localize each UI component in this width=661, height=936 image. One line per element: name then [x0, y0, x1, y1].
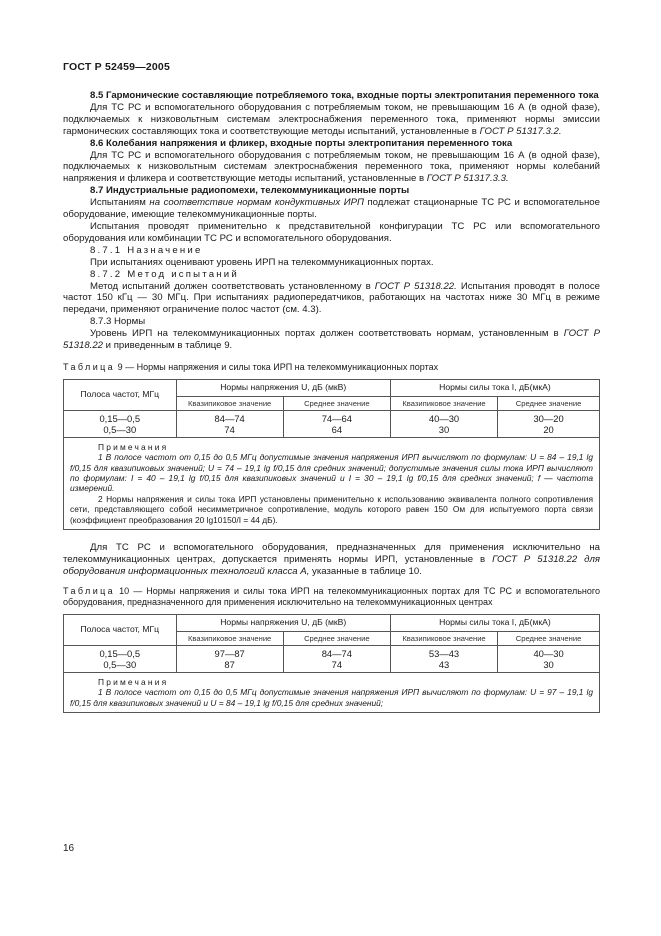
table-9-caption: [63, 362, 600, 373]
t10-col-freq: Полоса частот, МГц: [64, 614, 177, 645]
s87-p1-end: подлежат стационарные ТС РС и вспомогательное оборудование, имеющие телекоммуникационные порты.: [63, 197, 600, 221]
t9-notes-heading: Примечания: [98, 441, 169, 452]
t9-note-1: 1 В полосе частот от 0,15 до 0,5 МГц допустимые значения напряжения ИРП вычисляют по формулам: U = 84 – 19,1 lg f/0,15 для квазипиковых значений; U = 74 – 19,1 lg f/0,15 для средних значений; допустимые значения силы тока ИРП вычисляют по формулам: I = 40 – 19,1 lg f/0,15 для квазипиковых значений и I = 30 – 19,1 lg f/0,15 для средних значений; f — частота измерений.: [70, 452, 593, 494]
s87-p1-start: Испытаниям: [90, 197, 150, 209]
section-8-7-para1: [63, 197, 600, 221]
t10-note-1: 1 В полосе частот от 0,15 до 0,5 МГц допустимые значения напряжения ИРП вычисляют по формулам: U = 97 – 19,1 lg f/0,15 для квазипиковых значений и U = 84 – 19,1 lg f/0,15 для средних значений;: [70, 687, 593, 708]
subsection-8-7-1-text: При испытаниях оценивают уровень ИРП на телекоммуникационных портах.: [90, 256, 434, 268]
section-8-5-ref: ГОСТ Р 51317.3.2.: [479, 125, 562, 137]
spacer: [63, 530, 600, 542]
t10-col-current: Нормы силы тока I, дБ(мкА): [390, 614, 599, 631]
t10-sub-i-qp: Квазипиковое значение: [390, 631, 497, 645]
t9-r1-freq: 0,15—0,5: [99, 412, 141, 424]
t9-sub-u-avg: Среднее значение: [283, 396, 390, 410]
t9-r1-i-qp: 40—30: [428, 412, 460, 424]
t9-r2-freq: 0,5—30: [103, 423, 137, 435]
section-8-6-text: [63, 150, 600, 186]
table-10: [63, 614, 600, 713]
s872-end: Испытания проводят в полосе частот 150 кГц — 30 МГц. При испытаниях радиопередатчиков, работающих на частотах ниже 30 МГц в режиме передачи, применяют ограничение полос частот (см. 4.3).: [63, 280, 600, 316]
t10-r2-i-avg: 30: [543, 658, 554, 670]
t9-col-voltage: Нормы напряжения U, дБ (мкВ): [176, 379, 390, 396]
mid-ref: ГОСТ Р 51318.22 для оборудования информационных технологий класса А,: [63, 554, 601, 577]
section-8-6-ref: ГОСТ Р 51317.3.3.: [426, 173, 509, 185]
t9-r2-u-avg: 64: [331, 423, 343, 435]
section-8-6-title: 8.6 Колебания напряжения и фликер, входные порты электропитания переменного тока: [90, 137, 513, 149]
table-9-label: Таблица: [63, 361, 116, 372]
t9-r1-i-avg: 30—20: [533, 412, 564, 424]
s873-start: Уровень ИРП на телекоммуникационных портах должен соответствовать нормам, установленным в: [90, 328, 564, 340]
subsection-8-7-3-text: [63, 328, 600, 352]
t10-sub-u-avg: Среднее значение: [283, 631, 390, 645]
t9-r2-u-qp: 74: [224, 423, 235, 435]
subsection-8-7-3-heading: 8.7.3 Нормы: [90, 316, 146, 328]
t9-note-2: 2 Нормы напряжения и силы тока ИРП установлены применительно к использованию эквивалента полного сопротивления сети, представляющего собой несимметричное сопротивление, модуль которого равен 150 Ом для испытуемого порта связи (коэффициент преобразования 20 lg10150/I = 44 дБ).: [70, 493, 593, 525]
t10-r1-i-avg: 40—30: [533, 647, 564, 659]
section-8-5-title: 8.5 Гармонические составляющие потребляемого тока, входные порты электропитания переменного тока: [90, 90, 599, 101]
subsection-8-7-2-heading: 8.7.2 Метод испытаний: [90, 268, 239, 280]
t9-r1-u-avg: 74—64: [321, 412, 352, 424]
t10-col-voltage: Нормы напряжения U, дБ (мкВ): [176, 614, 390, 631]
document-body: [63, 90, 600, 713]
s872-start: Метод испытаний должен соответствовать установленному в: [90, 280, 375, 292]
table-9-notes: [64, 437, 600, 529]
s873-ref: ГОСТ Р 51318.22: [63, 328, 600, 352]
t9-r2-i-avg: 20: [543, 423, 554, 435]
t9-sub-i-qp: Квазипиковое значение: [390, 396, 497, 410]
t9-freq-cell: [64, 410, 177, 437]
t10-r1-u-qp: 97—87: [214, 647, 245, 659]
table-row: [64, 645, 600, 672]
table-10-caption: [63, 586, 600, 608]
section-8-5-text: [63, 102, 600, 138]
t9-u-qp-cell: [176, 410, 283, 437]
t10-r2-u-avg: 74: [331, 658, 343, 670]
t9-sub-i-avg: Среднее значение: [498, 396, 600, 410]
t10-r2-i-qp: 43: [438, 658, 450, 670]
t10-r1-freq: 0,15—0,5: [99, 647, 141, 659]
t9-i-qp-cell: [390, 410, 497, 437]
t10-u-qp-cell: [176, 645, 283, 672]
s87-p1-italic: на соответствие нормам кондуктивных ИРП: [149, 197, 364, 209]
table-9: [63, 379, 600, 530]
table-9-caption-text: 9 — Нормы напряжения и силы тока ИРП на телекоммуникационных портах: [115, 361, 439, 372]
section-8-7-para2: Испытания проводят применительно к представительной конфигурации ТС РС или вспомогательного оборудования или комбинации ТС РС и вспомогательного оборудования.: [63, 220, 600, 244]
t10-r2-freq: 0,5—30: [103, 658, 137, 670]
t9-col-current: Нормы силы тока I, дБ(мкА): [390, 379, 599, 396]
t10-r1-u-avg: 84—74: [321, 647, 352, 659]
table-10-intro: [63, 542, 600, 578]
mid-end: указанные в таблице 10.: [309, 565, 422, 577]
t9-r1-u-qp: 84—74: [214, 412, 245, 424]
section-8-5-body: Для ТС РС и вспомогательного оборудования с потребляемым током, не превышающим 16 А (в одной фазе), подключаемых к низковольтным системам электроснабжения переменного тока, применяют нормы эмиссии гармонических составляющих тока и соответствующие методы испытаний, установленные в: [63, 101, 600, 137]
spacer: [63, 578, 600, 586]
table-10-caption-text: 10 — Нормы напряжения и силы тока ИРП на телекоммуникационных портах для ТС РС и вспомогательного оборудования, предназначенного для применения исключительно на телекоммуникационных центрах: [63, 585, 600, 607]
t9-r2-i-qp: 30: [438, 423, 450, 435]
t10-u-avg-cell: [283, 645, 390, 672]
document-header: ГОСТ Р 52459—2005: [63, 61, 171, 73]
t10-freq-cell: [64, 645, 177, 672]
t10-sub-i-avg: Среднее значение: [498, 631, 600, 645]
subsection-8-7-2-text: [63, 281, 600, 317]
t9-i-avg-cell: [498, 410, 600, 437]
section-8-7-title: 8.7 Индустриальные радиопомехи, телекоммуникационные порты: [90, 185, 410, 197]
mid-start: Для ТС РС и вспомогательного оборудования, предназначенных для применения исключительно на телекоммуникационных центрах, допускается применять нормы ИРП, установленные в: [63, 542, 600, 565]
t10-notes-heading: Примечания: [98, 676, 169, 687]
table-10-label: Таблица: [63, 585, 116, 596]
s872-ref: ГОСТ Р 51318.22.: [374, 280, 457, 292]
t9-sub-u-qp: Квазипиковое значение: [176, 396, 283, 410]
t9-u-avg-cell: [283, 410, 390, 437]
table-row: [64, 410, 600, 437]
t10-i-qp-cell: [390, 645, 497, 672]
s873-end: и приведенным в таблице 9.: [103, 340, 233, 352]
page-number: 16: [63, 843, 75, 854]
section-8-6-body: Для ТС РС и вспомогательного оборудования с потребляемым током, не превышающим 16 А (в одной фазе), подключаемых к низковольтным системам электроснабжения переменного тока, применяют нормы колебаний напряжения и фликера и соответствующие методы испытаний, установленные в: [63, 149, 600, 185]
table-10-notes: [64, 672, 600, 712]
t10-r2-u-qp: 87: [224, 658, 235, 670]
t9-col-freq: Полоса частот, МГц: [64, 379, 177, 410]
t10-sub-u-qp: Квазипиковое значение: [176, 631, 283, 645]
t10-r1-i-qp: 53—43: [428, 647, 460, 659]
subsection-8-7-1-heading: 8.7.1 Назначение: [90, 244, 203, 256]
t10-i-avg-cell: [498, 645, 600, 672]
spacer: [63, 352, 600, 362]
